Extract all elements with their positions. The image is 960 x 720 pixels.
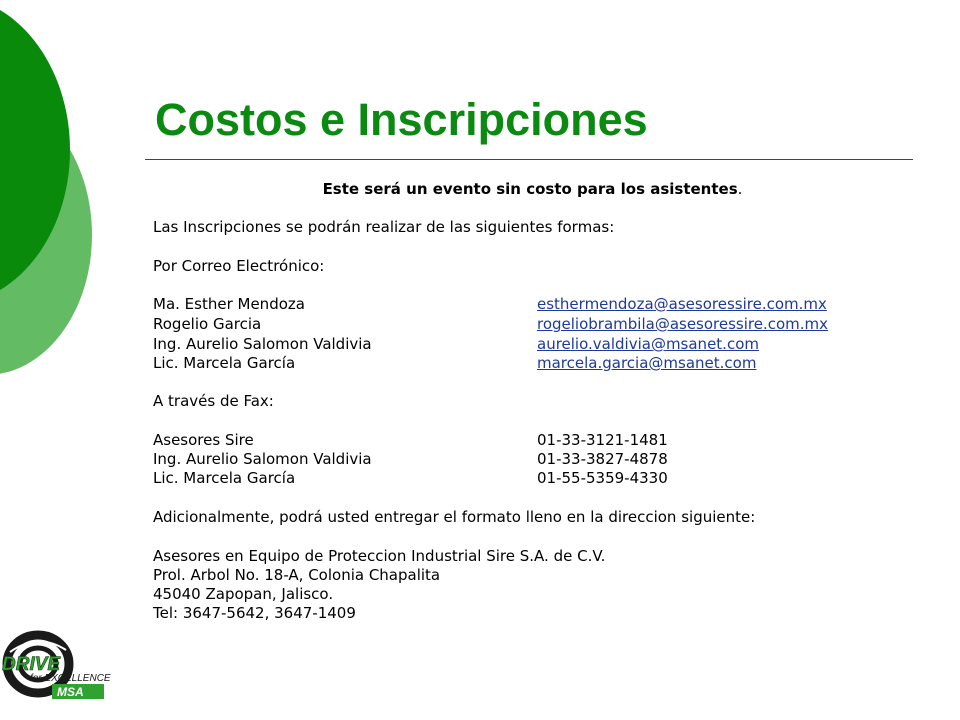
fax-number: 01-33-3827-4878 xyxy=(537,450,668,468)
fax-heading: A través de Fax: xyxy=(153,392,274,410)
address-line: Prol. Arbol No. 18-A, Colonia Chapalita xyxy=(153,566,441,584)
email-heading: Por Correo Electrónico: xyxy=(153,257,325,275)
cost-statement xyxy=(0,180,960,199)
email-link[interactable]: marcela.garcia@msanet.com xyxy=(537,354,757,372)
registration-intro: Las Inscripciones se podrán realizar de las siguientes formas: xyxy=(153,218,615,236)
address-line: Asesores en Equipo de Proteccion Industrial Sire S.A. de C.V. xyxy=(153,547,606,565)
email-link[interactable]: aurelio.valdivia@msanet.com xyxy=(537,335,759,353)
email-contact-name: Lic. Marcela García xyxy=(153,354,296,372)
logo-drive-text: DRIVE xyxy=(2,654,61,675)
fax-number: 01-33-3121-1481 xyxy=(537,431,668,449)
fax-contact-name: Asesores Sire xyxy=(153,431,254,449)
email-contact-name: Rogelio Garcia xyxy=(153,315,262,333)
address-intro: Adicionalmente, podrá usted entregar el formato lleno en la direccion siguiente: xyxy=(153,508,756,526)
cost-statement-bold: Este será un evento sin costo para los asistentes xyxy=(322,180,738,198)
cost-statement-period: . xyxy=(737,180,743,198)
email-link[interactable]: rogeliobrambila@asesoressire.com.mx xyxy=(537,315,829,333)
address-line: Tel: 3647-5642, 3647-1409 xyxy=(153,604,356,622)
fax-contact-name: Lic. Marcela García xyxy=(153,469,296,487)
address-line: 45040 Zapopan, Jalisco. xyxy=(153,585,334,603)
email-contact-name: Ma. Esther Mendoza xyxy=(153,295,305,313)
fax-contact-name: Ing. Aurelio Salomon Valdivia xyxy=(153,450,372,468)
logo-excellence-text: for EXCELLENCE xyxy=(30,673,111,684)
email-link[interactable]: esthermendoza@asesoressire.com.mx xyxy=(537,295,827,313)
slide-title: Costos e Inscripciones xyxy=(155,94,648,145)
fax-number: 01-55-5359-4330 xyxy=(537,469,668,487)
logo-msa-text: MSA xyxy=(57,685,84,699)
email-contact-name: Ing. Aurelio Salomon Valdivia xyxy=(153,335,372,353)
drive-for-excellence-msa-logo xyxy=(0,626,112,710)
